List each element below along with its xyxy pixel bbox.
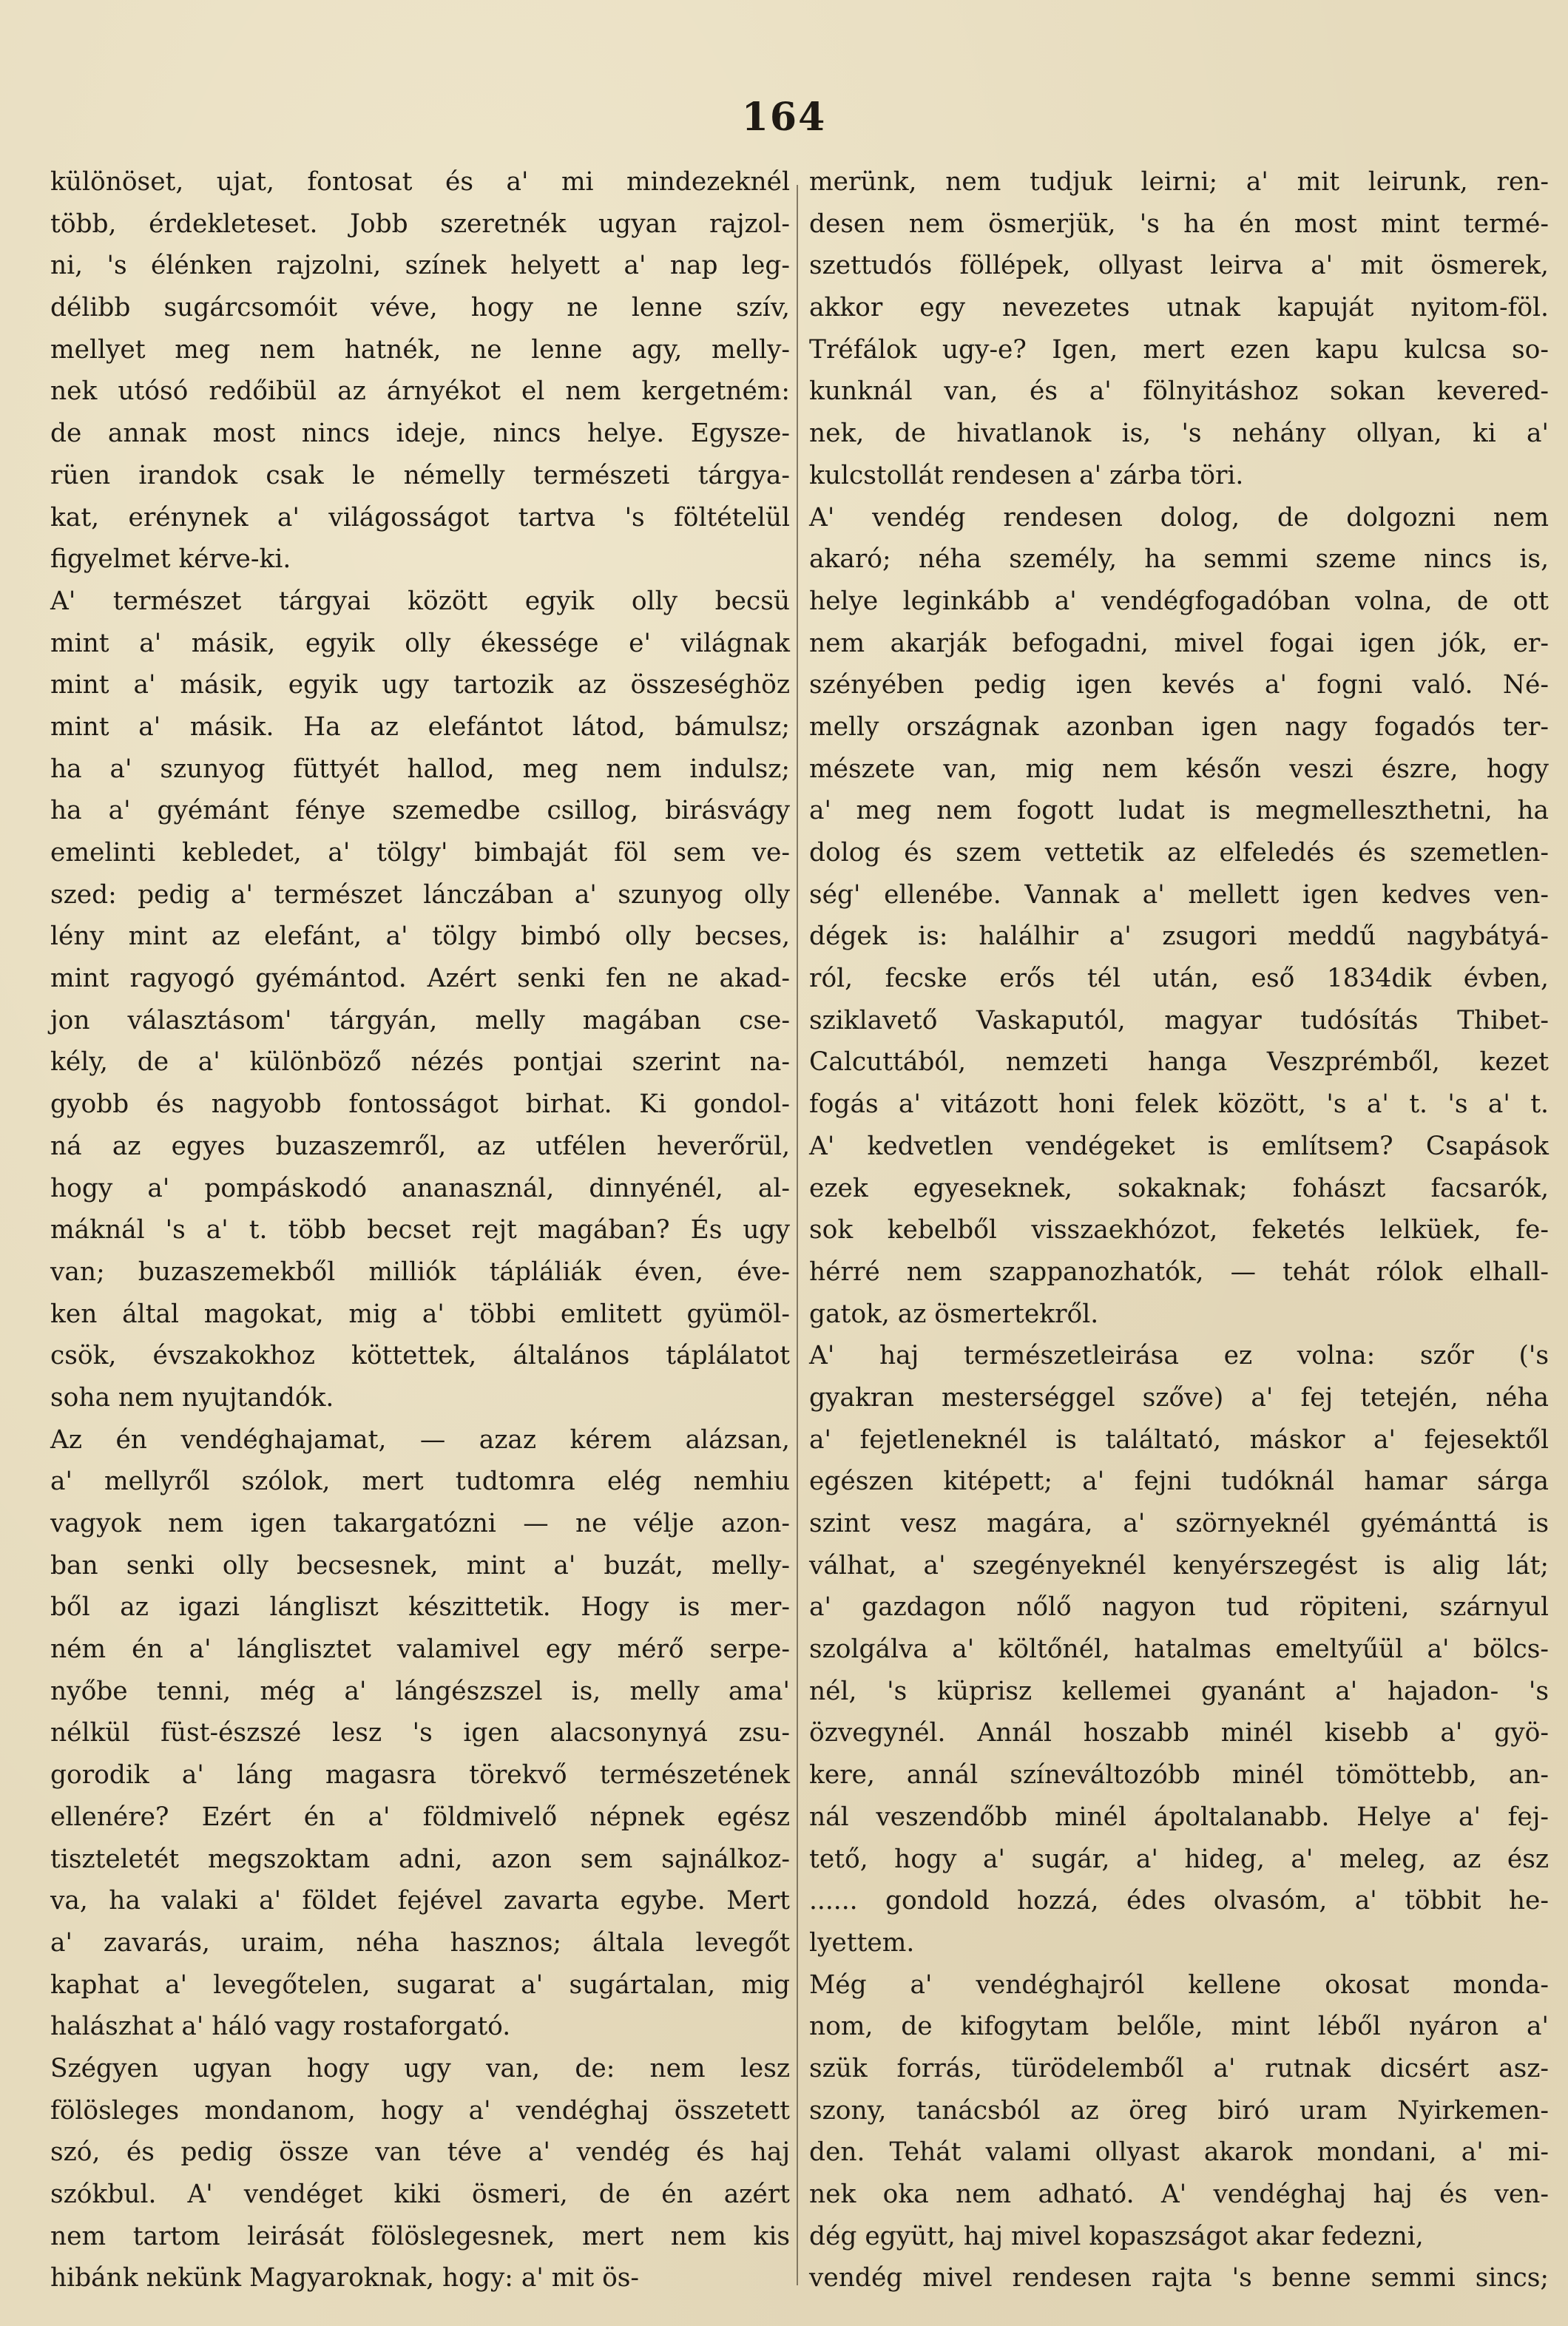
- text-line: a' mellyről szólok, mert tudtomra elég nemhiu: [50, 1467, 790, 1497]
- text-line: nek utósó redőibül az árnyékot el nem kergetném:: [50, 376, 790, 407]
- text-line: melly országnak azonban igen nagy fogadós ter-: [809, 711, 1549, 742]
- text-line: különöset, ujat, fontosat és a' mi mindezeknél: [50, 167, 790, 197]
- text-line: máknál 's a' t. több becset rejt magában? És ugy: [50, 1215, 790, 1245]
- left-column: [50, 161, 790, 2299]
- text-line: szony, tanácsból az öreg biró uram Nyirkemen-: [809, 2095, 1549, 2126]
- text-line: akaró; néha személy, ha semmi szeme nincs is,: [809, 544, 1549, 575]
- text-line: hibánk nekünk Magyaroknak, hogy: a' mit ös-: [50, 2263, 640, 2293]
- text-line: ha a' szunyog füttyét hallod, meg nem indulsz;: [50, 754, 790, 784]
- text-line: dégek is: halálhir a' zsugori meddű nagybátyá-: [809, 922, 1549, 952]
- text-line: kat, erénynek a' világosságot tartva 's föltételül: [50, 502, 790, 533]
- text-line: nek, de hivatlanok is, 's nehány ollyan, ki a': [809, 419, 1549, 449]
- text-line: emelinti kebledet, a' tölgy' bimbaját föl sem ve-: [50, 838, 790, 868]
- text-line: mint a' másik, egyik ugy tartozik az összeséghöz: [50, 670, 790, 700]
- text-line: kaphat a' levegőtelen, sugarat a' sugártalan, mig: [50, 1970, 790, 2000]
- text-line: nyőbe tenni, még a' lángészszel is, melly ama': [50, 1676, 790, 1706]
- text-line: hérré nem szappanozhatók, — tehát rólok elhall-: [809, 1257, 1549, 1287]
- text-line: hogy a' pompáskodó ananasznál, dinnyénél, al-: [50, 1173, 790, 1203]
- text-line: vendég mivel rendesen rajta 's benne semmi sincs;: [809, 2263, 1549, 2293]
- text-line: csök, évszakokhoz köttettek, általános táplálatot: [50, 1341, 790, 1371]
- text-line: halászhat a' háló vagy rostaforgató.: [50, 2012, 511, 2042]
- text-line: jon választásom' tárgyán, melly magában cse-: [50, 1005, 790, 1035]
- text-line: nek oka nem adható. A' vendéghaj haj és ven-: [809, 2180, 1549, 2209]
- text-line: ség' ellenébe. Vannak a' mellett igen kedves ven-: [809, 879, 1549, 910]
- text-line: akkor egy nevezetes utnak kapuját nyitom-föl.: [809, 293, 1549, 323]
- text-line: vagyok nem igen takargatózni — ne vélje azon-: [50, 1509, 790, 1538]
- text-line: tiszteletét megszoktam adni, azon sem sajnálkoz-: [50, 1844, 790, 1874]
- text-line: A' természet tárgyai között egyik olly becsü: [50, 586, 790, 616]
- text-line: soha nem nyujtandók.: [50, 1382, 334, 1413]
- text-line: kély, de a' különböző nézés pontjai szerint na-: [50, 1047, 790, 1078]
- text-line: gatok, az ösmertekről.: [809, 1299, 1099, 1329]
- text-line: nem tartom leirását fölöslegesnek, mert nem kis: [50, 2221, 790, 2251]
- text-line: szint vesz magára, a' szörnyeknél gyémánttá is: [809, 1509, 1549, 1538]
- text-line: ni, 's élénken rajzolni, színek helyett a' nap leg-: [50, 251, 790, 281]
- text-line: dolog és szem vettetik az elfeledés és szemetlen-: [809, 838, 1549, 868]
- text-line: tető, hogy a' sugár, a' hideg, a' meleg, az ész: [809, 1844, 1549, 1874]
- text-line: figyelmet kérve-ki.: [50, 544, 291, 575]
- text-line: van; buzaszemekből milliók tápláliák éven, éve-: [50, 1257, 790, 1287]
- text-line: A' kedvetlen vendégeket is említsem? Csapások: [809, 1131, 1549, 1161]
- text-line: szed: pedig a' természet lánczában a' szunyog olly: [50, 879, 790, 910]
- text-line: helye leginkább a' vendégfogadóban volna, de ott: [809, 586, 1549, 616]
- text-line: ellenére? Ezért én a' földmivelő népnek egész: [50, 1802, 790, 1832]
- text-line: A' haj természetleirása ez volna: szőr ('s: [809, 1341, 1549, 1371]
- text-line: szettudós föllépek, ollyast leirva a' mit ösmerek,: [809, 251, 1549, 281]
- text-line: nél, 's küprisz kellemei gyanánt a' hajadon- 's: [809, 1676, 1549, 1706]
- text-line: ném én a' lánglisztet valamivel egy mérő serpe-: [50, 1634, 790, 1665]
- text-line: nál veszendőbb minél ápoltalanabb. Helye a' fej-: [809, 1802, 1549, 1832]
- text-line: özvegynél. Annál hoszabb minél kisebb a' gyö-: [809, 1718, 1549, 1748]
- text-line: mint a' másik, egyik olly ékessége e' világnak: [50, 628, 790, 658]
- text-line: ról, fecske erős tél után, eső 1834dik évben,: [809, 964, 1549, 994]
- text-line: rüen irandok csak le némelly természeti tárgya-: [50, 460, 790, 490]
- text-line: szolgálva a' költőnél, hatalmas emeltyűül a' bölcs-: [809, 1634, 1549, 1665]
- text-line: fölösleges mondanom, hogy a' vendéghaj összetett: [50, 2095, 790, 2126]
- text-line: Szégyen ugyan hogy ugy van, de: nem lesz: [50, 2053, 790, 2083]
- text-line: ha a' gyémánt fénye szemedbe csillog, birásvágy: [50, 796, 790, 826]
- text-line: de annak most nincs ideje, nincs helye. Egysze-: [50, 419, 790, 449]
- text-line: kunknál van, és a' fölnyitáshoz sokan kevered-: [809, 376, 1549, 407]
- text-line: ből az igazi lángliszt készittetik. Hogy is mer-: [50, 1592, 790, 1623]
- text-line: mint ragyogó gyémántod. Azért senki fen ne akad-: [50, 964, 790, 994]
- text-line: nom, de kifogytam belőle, mint léből nyáron a': [809, 2012, 1549, 2042]
- text-line: kulcstollát rendesen a' zárba töri.: [809, 460, 1244, 490]
- text-line: szókbul. A' vendéget kiki ösmeri, de én azért: [50, 2180, 790, 2209]
- text-line: gorodik a' láng magasra törekvő természetének: [50, 1760, 790, 1791]
- text-line: Még a' vendéghajról kellene okosat monda-: [809, 1970, 1549, 2000]
- text-line: szényében pedig igen kevés a' fogni való. Né-: [809, 670, 1549, 700]
- text-line: desen nem ösmerjük, 's ha én most mint termé-: [809, 209, 1549, 239]
- text-line: ken által magokat, mig a' többi emlitett gyümöl-: [50, 1299, 790, 1329]
- text-line: Tréfálok ugy-e? Igen, mert ezen kapu kulcsa so-: [809, 334, 1549, 365]
- text-line: va, ha valaki a' földet fejével zavarta egybe. Mert: [50, 1886, 790, 1916]
- text-line: a' gazdagon nőlő nagyon tud röpiteni, szárnyul: [809, 1592, 1549, 1623]
- text-line: gyakran mesterséggel szőve) a' fej tetején, néha: [809, 1382, 1549, 1413]
- text-line: den. Tehát valami ollyast akarok mondani, a' mi-: [809, 2137, 1549, 2168]
- text-line: délibb sugárcsomóit véve, hogy ne lenne szív,: [50, 293, 790, 323]
- text-line: a' fejetleneknél is találtató, máskor a' fejesektől: [809, 1424, 1549, 1455]
- text-line: szó, és pedig össze van téve a' vendég és haj: [50, 2137, 790, 2168]
- text-line: nélkül füst-észszé lesz 's igen alacsonynyá zsu-: [50, 1718, 790, 1748]
- text-line: mészete van, mig nem későn veszi észre, hogy: [809, 754, 1549, 784]
- text-line: válhat, a' szegényeknél kenyérszegést is alig lát;: [809, 1550, 1549, 1580]
- text-line: sziklavető Vaskaputól, magyar tudósítás Thibet-: [809, 1005, 1549, 1035]
- text-line: fogás a' vitázott honi felek között, 's a' t. 's a' t.: [809, 1089, 1549, 1120]
- text-line: szük forrás, türödelemből a' rutnak dicsért asz-: [809, 2053, 1549, 2083]
- text-line: ban senki olly becsesnek, mint a' buzát, melly-: [50, 1550, 790, 1580]
- text-line: mellyet meg nem hatnék, ne lenne agy, melly-: [50, 334, 790, 365]
- text-line: a' meg nem fogott ludat is megmelleszthetni, ha: [809, 796, 1549, 826]
- text-line: egészen kitépett; a' fejni tudóknál hamar sárga: [809, 1467, 1549, 1497]
- text-line: a' zavarás, uraim, néha hasznos; általa levegőt: [50, 1927, 790, 1958]
- column-divider: [797, 185, 798, 2285]
- text-line: ezek egyeseknek, sokaknak; fohászt facsarók,: [809, 1173, 1549, 1203]
- text-line: merünk, nem tudjuk leirni; a' mit leirunk, ren-: [809, 167, 1549, 197]
- text-line: Calcuttából, nemzeti hanga Veszprémből, kezet: [809, 1047, 1549, 1078]
- text-line: kere, annál színeváltozóbb minél tömöttebb, an-: [809, 1760, 1549, 1791]
- text-line: dég együtt, haj mivel kopaszságot akar fedezni,: [809, 2221, 1424, 2251]
- text-line: lény mint az elefánt, a' tölgy bimbó olly becses,: [50, 922, 790, 952]
- text-line: lyettem.: [809, 1927, 915, 1958]
- text-line: A' vendég rendesen dolog, de dolgozni nem: [809, 502, 1549, 533]
- page-number: 164: [741, 95, 827, 140]
- right-column: [809, 161, 1549, 2299]
- text-line: gyobb és nagyobb fontosságot birhat. Ki gondol-: [50, 1089, 790, 1120]
- text-line: Az én vendéghajamat, — azaz kérem alázsan,: [50, 1424, 790, 1455]
- text-line: nem akarják befogadni, mivel fogai igen jók, er-: [809, 628, 1549, 658]
- text-line: sok kebelből visszaekhózot, feketés lelküek, fe-: [809, 1215, 1549, 1245]
- text-line: ...... gondold hozzá, édes olvasóm, a' többit he-: [809, 1886, 1549, 1916]
- text-line: ná az egyes buzaszemről, az utfélen heverőrül,: [50, 1131, 790, 1161]
- text-line: mint a' másik. Ha az elefántot látod, bámulsz;: [50, 711, 790, 742]
- text-line: több, érdekleteset. Jobb szeretnék ugyan rajzol-: [50, 209, 790, 239]
